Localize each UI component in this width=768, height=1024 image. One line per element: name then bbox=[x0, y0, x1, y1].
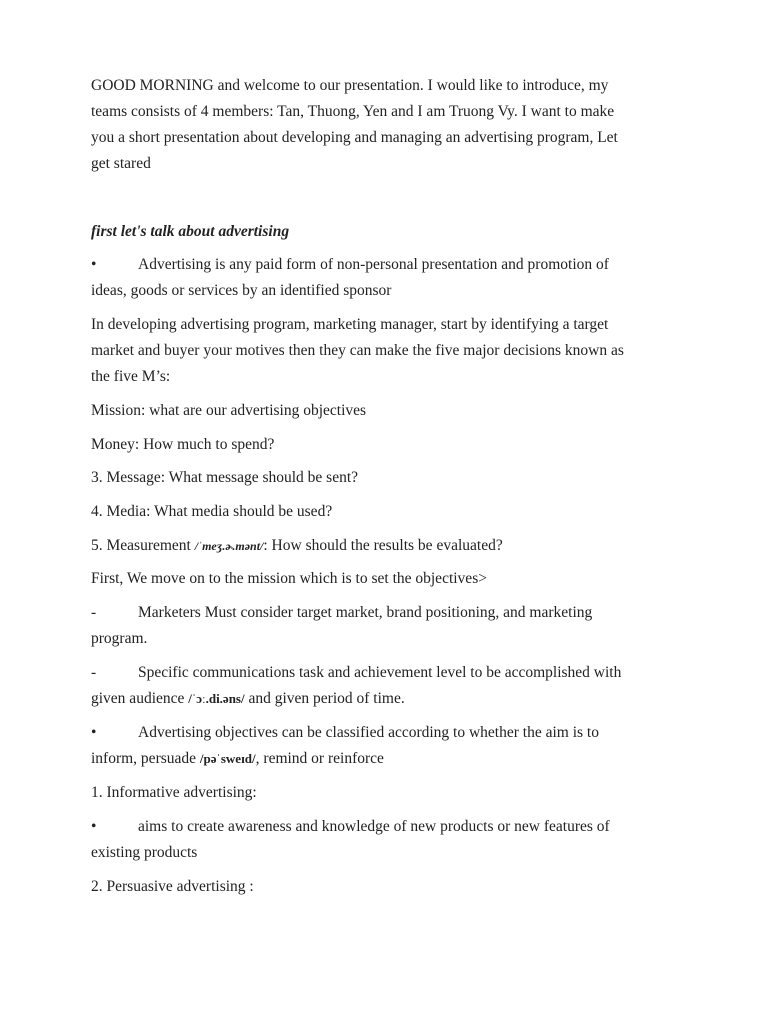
bullet-marker: • bbox=[91, 724, 97, 741]
bullet-marker: • bbox=[91, 256, 97, 273]
objectives-suffix: , remind or reinforce bbox=[255, 750, 384, 767]
objectives-prefix: inform, persuade bbox=[91, 750, 200, 767]
objectives-line-2 bbox=[91, 746, 384, 772]
intro-line-2: teams consists of 4 members: Tan, Thuong, Yen and I am Truong Vy. I want to make bbox=[91, 103, 615, 120]
definition-line-1: Advertising is any paid form of non-personal presentation and promotion of bbox=[138, 256, 609, 273]
section-heading: first let's talk about advertising bbox=[91, 223, 290, 240]
money-item: Money: How much to spend? bbox=[91, 436, 275, 453]
media-item: 4. Media: What media should be used? bbox=[91, 503, 333, 520]
dash-2-line-2 bbox=[91, 686, 405, 712]
dash-marker: - bbox=[91, 604, 97, 621]
message-item: 3. Message: What message should be sent? bbox=[91, 469, 359, 486]
persuade-pronunciation: /pəˈsweɪd/ bbox=[199, 751, 256, 766]
dash-2-line-1: Specific communications task and achievement level to be accomplished with bbox=[138, 664, 622, 681]
dash-1-line-2: program. bbox=[91, 630, 148, 647]
paragraph-line-3: the five M’s: bbox=[91, 368, 171, 385]
persuasive-title: 2. Persuasive advertising : bbox=[91, 878, 254, 895]
intro-line-1: GOOD MORNING and welcome to our presentation. I would like to introduce, my bbox=[91, 77, 609, 94]
intro-line-4: get stared bbox=[91, 155, 151, 172]
dash-2-prefix: given audience bbox=[91, 690, 189, 707]
audience-pronunciation: /ˈɔː.di.əns/ bbox=[188, 691, 245, 706]
paragraph-line-1: In developing advertising program, marketing manager, start by identifying a target bbox=[91, 316, 609, 333]
measurement-suffix: : How should the results be evaluated? bbox=[263, 537, 503, 554]
dash-marker: - bbox=[91, 664, 97, 681]
measurement-item bbox=[91, 533, 503, 559]
informative-line-1: aims to create awareness and knowledge of new products or new features of bbox=[138, 818, 610, 835]
paragraph-line-2: market and buyer your motives then they can make the five major decisions known as bbox=[91, 342, 624, 359]
objectives-line-1: Advertising objectives can be classified according to whether the aim is to bbox=[138, 724, 599, 741]
measurement-pronunciation: /ˈmeʒ.ɚ.mənt/ bbox=[194, 539, 264, 553]
definition-line-2: ideas, goods or services by an identified sponsor bbox=[91, 282, 392, 299]
measurement-prefix: 5. Measurement bbox=[91, 537, 195, 554]
bullet-marker: • bbox=[91, 818, 97, 835]
dash-1-line-1: Marketers Must consider target market, brand positioning, and marketing bbox=[138, 604, 593, 621]
mission-intro: First, We move on to the mission which is to set the objectives> bbox=[91, 570, 487, 587]
dash-2-suffix: and given period of time. bbox=[244, 690, 405, 707]
informative-title: 1. Informative advertising: bbox=[91, 784, 257, 801]
mission-item: Mission: what are our advertising objectives bbox=[91, 402, 367, 419]
informative-line-2: existing products bbox=[91, 844, 198, 861]
intro-line-3: you a short presentation about developing and managing an advertising program, Let bbox=[91, 129, 618, 146]
